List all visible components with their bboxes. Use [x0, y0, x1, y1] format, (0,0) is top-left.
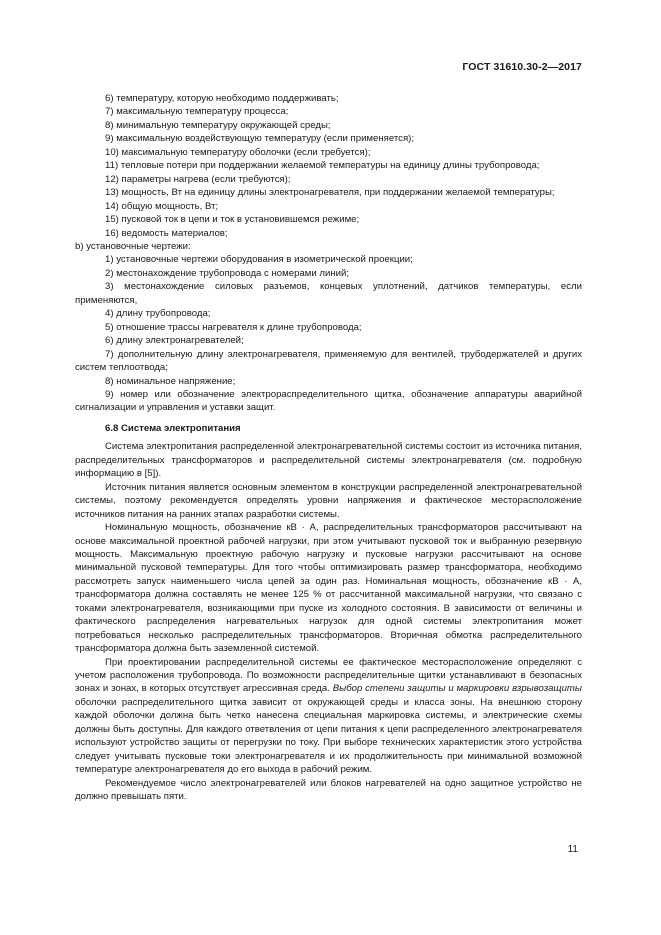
list-item: 5) отношение трассы нагревателя к длине трубопровода; — [105, 321, 362, 333]
paragraph: Номинальную мощность, обозначение кВ · А, распределительных трансформаторов рассчитывают на основе максимальной проектной рабочей нагрузки, при этом учитывают пусковой ток и выбранную резервную мощность. Максимальную проектную рабочую нагрузку и пусковые нагрузки рассчитывают на основе минимальной пусковой температуры. Для того чтобы оптимизировать размер трансформатора, необходимо рассмотреть запуск наименьшего числа цепей за один раз. Номинальная мощность, обозначение кВ · А, трансформатора должна составлять не менее 125 % от рассчитанной максимальной нагрузки, что связано с токами электронагревателя, возникающими при пуске из холодного состояния. В зависимости от величины и фактического распределения нагревательных нагрузок для одной системы электропитания может потребоваться несколько распределительных трансформаторов. Вторичная обмотка распределительного трансформатора должна быть заземленной системой. — [75, 522, 582, 655]
list-item: 8) минимальную температуру окружающей среды; — [105, 119, 331, 131]
paragraph: Источник питания является основным элементом в конструкции распределенной электронагревательной системы, поэтому рекомендуется определять уровни напряжения и фактическое месторасположение источников питания на ранних этапах разработки системы. — [75, 481, 582, 520]
list-item: 4) длину трубопровода; — [105, 308, 211, 320]
list-item: 11) тепловые потери при поддержании желаемой температуры на единицу длины трубопровода; — [105, 160, 540, 172]
paragraph: Система электропитания распределенной электронагревательной системы состоит из источника питания, распределительных трансформаторов и распределительной системы электронагревателя (см. подробную информацию в [5]). — [75, 441, 582, 480]
list-item: 12) параметры нагрева (если требуются); — [105, 173, 291, 185]
section-heading: 6.8 Система электропитания — [105, 422, 241, 434]
list-item: 3) местонахождение силовых разъемов, концевых уплотнений, датчиков температуры, если применяются, — [75, 281, 582, 306]
paragraph-text: При проектировании распределительной системы ее фактическое месторасположение определяют с учетом расположения трубопровода. По возможности распределительные щитки устанавливают в безопасных зонах и зонах, в которых отсутствует агрессивная среда. — [75, 656, 582, 695]
list-item: 2) местонахождение трубопровода с номерами линий; — [105, 267, 349, 279]
list-item: 1) установочные чертежи оборудования в изометрической проекции; — [105, 254, 413, 266]
list-item: 13) мощность, Вт на единицу длины электронагревателя, при поддержании желаемой температуры; — [105, 187, 555, 199]
list-item: 7) максимальную температуру процесса; — [105, 106, 289, 118]
list-item: 9) номер или обозначение электрораспределительного щитка, обозначение аппаратуры аварийной сигнализации и управления и уставки защит. — [75, 388, 582, 414]
list-item: 10) максимальную температуру оболочки (если требуется); — [105, 146, 371, 158]
list-item: 6) температуру, которую необходимо поддерживать; — [105, 93, 339, 104]
document-body — [75, 92, 582, 804]
paragraph — [75, 656, 582, 777]
list-item-b: b) установочные чертежи: — [75, 240, 191, 252]
list-item: 6) длину электронагревателей; — [105, 335, 244, 347]
list-a — [75, 92, 582, 240]
list-item: 9) максимальную воздействующую температуру (если применяется); — [105, 133, 415, 145]
list-b — [75, 253, 582, 414]
italic-phrase: Выбор степени защиты и маркировки взрывозащиты — [332, 683, 582, 695]
paragraph: Рекомендуемое число электронагревателей или блоков нагревателей на одно защитное устройство не должно превышать пяти. — [75, 777, 582, 803]
list-item: 8) номинальное напряжение; — [105, 375, 236, 387]
list-item: 14) общую мощность, Вт; — [105, 200, 219, 212]
page-number: 11 — [567, 844, 578, 855]
document-code-header: ГОСТ 31610.30-2—2017 — [462, 61, 582, 73]
paragraph-text: оболочки распределительного щитка зависит от окружающей среды и класса зоны. На внешнюю сторону каждой оболочки должна быть четко нанесена специальная маркировка системы, и электрические схемы должны быть доступны. Для каждого ответвления от цепи питания к цепи распределенного электронагревателя используют устройство защиты от перегрузки по току. При выборе технических характеристик этого устройства следует учитывать пусковые токи электронагревателя и их продолжительность при минимальной возможной температуре электронагревателя до его выхода в рабочий режим. — [75, 696, 582, 776]
list-item: 7) дополнительную длину электронагревателя, применяемую для вентилей, трубодержателей и других систем теплоотвода; — [75, 348, 582, 374]
list-item: 16) ведомость материалов; — [105, 227, 228, 239]
list-item: 15) пусковой ток в цепи и ток в установившемся режиме; — [105, 214, 360, 226]
